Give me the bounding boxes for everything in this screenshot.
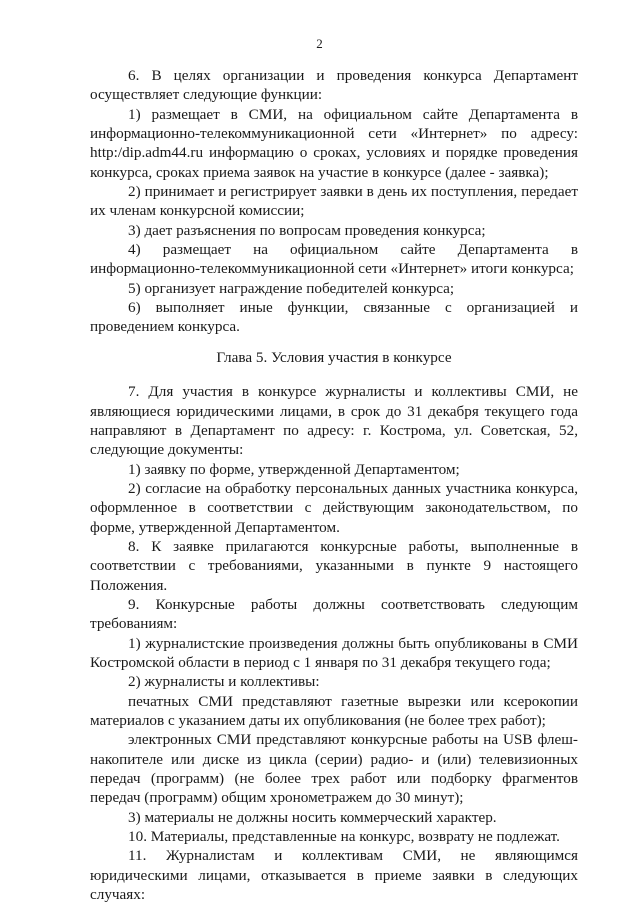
chapter-5-title: Глава 5. Условия участия в конкурсе xyxy=(216,348,452,366)
section-9-item-3: 3) материалы не должны носить коммерческий характер. xyxy=(128,808,497,826)
page-number: 2 xyxy=(316,36,323,51)
section-9-intro: 9. Конкурсные работы должны соответствовать следующим требованиям: xyxy=(90,595,578,633)
section-7-item-2: 2) согласие на обработку персональных данных участника конкурса, оформленное в соответствии с действующим законодательством, по форме, утвержденной Департаментом. xyxy=(90,479,578,536)
section-9-print-media: печатных СМИ представляют газетные вырезки или ксерокопии материалов с указанием даты их опубликования (не более трех работ); xyxy=(90,692,578,729)
section-6-item-3: 3) дает разъяснения по вопросам проведения конкурса; xyxy=(128,221,486,239)
section-9-item-2: 2) журналисты и коллективы: xyxy=(128,673,320,691)
section-6-item-2: 2) принимает и регистрирует заявки в день их поступления, передает их членам конкурсной комиссии; xyxy=(90,183,578,220)
section-6-item-1: 1) размещает в СМИ, на официальном сайте Департамента в информационно-телекоммуникационной сети «Интернет» по адресу: http:/dip.adm44.ru информацию о сроках, условиях и порядке проведения конкурса, сроках приема заявок на участие в конкурсе (далее - заявка); xyxy=(90,105,578,181)
section-6-intro: 6. В целях организации и проведения конкурса Департамент осуществляет следующие функции: xyxy=(90,67,578,104)
section-9-item-1: 1) журналистские произведения должны быть опубликованы в СМИ Костромской области в период с 1 января по 31 декабря текущего года; xyxy=(90,634,578,671)
section-7-intro: 7. Для участия в конкурсе журналисты и коллективы СМИ, не являющиеся юридическими лицами, в срок до 31 декабря текущего года направляют в Департамент по адресу: г. Кострома, ул. Советская, 52, следующие документы: xyxy=(90,383,578,459)
section-9-electronic-media: электронных СМИ представляют конкурсные работы на USB флеш-накопителе или диске из цикла (серии) радио- и (или) телевизионных передач (программ) (не более трех работ или подборку фрагментов передач (программ) общим хронометражем до 30 минут); xyxy=(90,731,578,807)
section-8: 8. К заявке прилагаются конкурсные работы, выполненные в соответствии с требованиями, указанными в пункте 9 настоящего Положения. xyxy=(90,537,578,594)
section-7-item-1: 1) заявку по форме, утвержденной Департаментом; xyxy=(128,460,460,478)
section-6-item-4: 4) размещает на официальном сайте Департамента в информационно-телекоммуникационной сети «Интернет» итоги конкурса; xyxy=(90,241,578,278)
section-11: 11. Журналистам и коллективам СМИ, не являющимся юридическими лицами, отказывается в приеме заявки в следующих случаях: xyxy=(90,847,578,904)
section-6-item-5: 5) организует награждение победителей конкурса; xyxy=(128,279,455,297)
section-6-item-6: 6) выполняет иные функции, связанные с организацией и проведением конкурса. xyxy=(90,299,578,336)
section-10: 10. Материалы, представленные на конкурс, возврату не подлежат. xyxy=(128,828,560,846)
document-body xyxy=(90,66,578,904)
